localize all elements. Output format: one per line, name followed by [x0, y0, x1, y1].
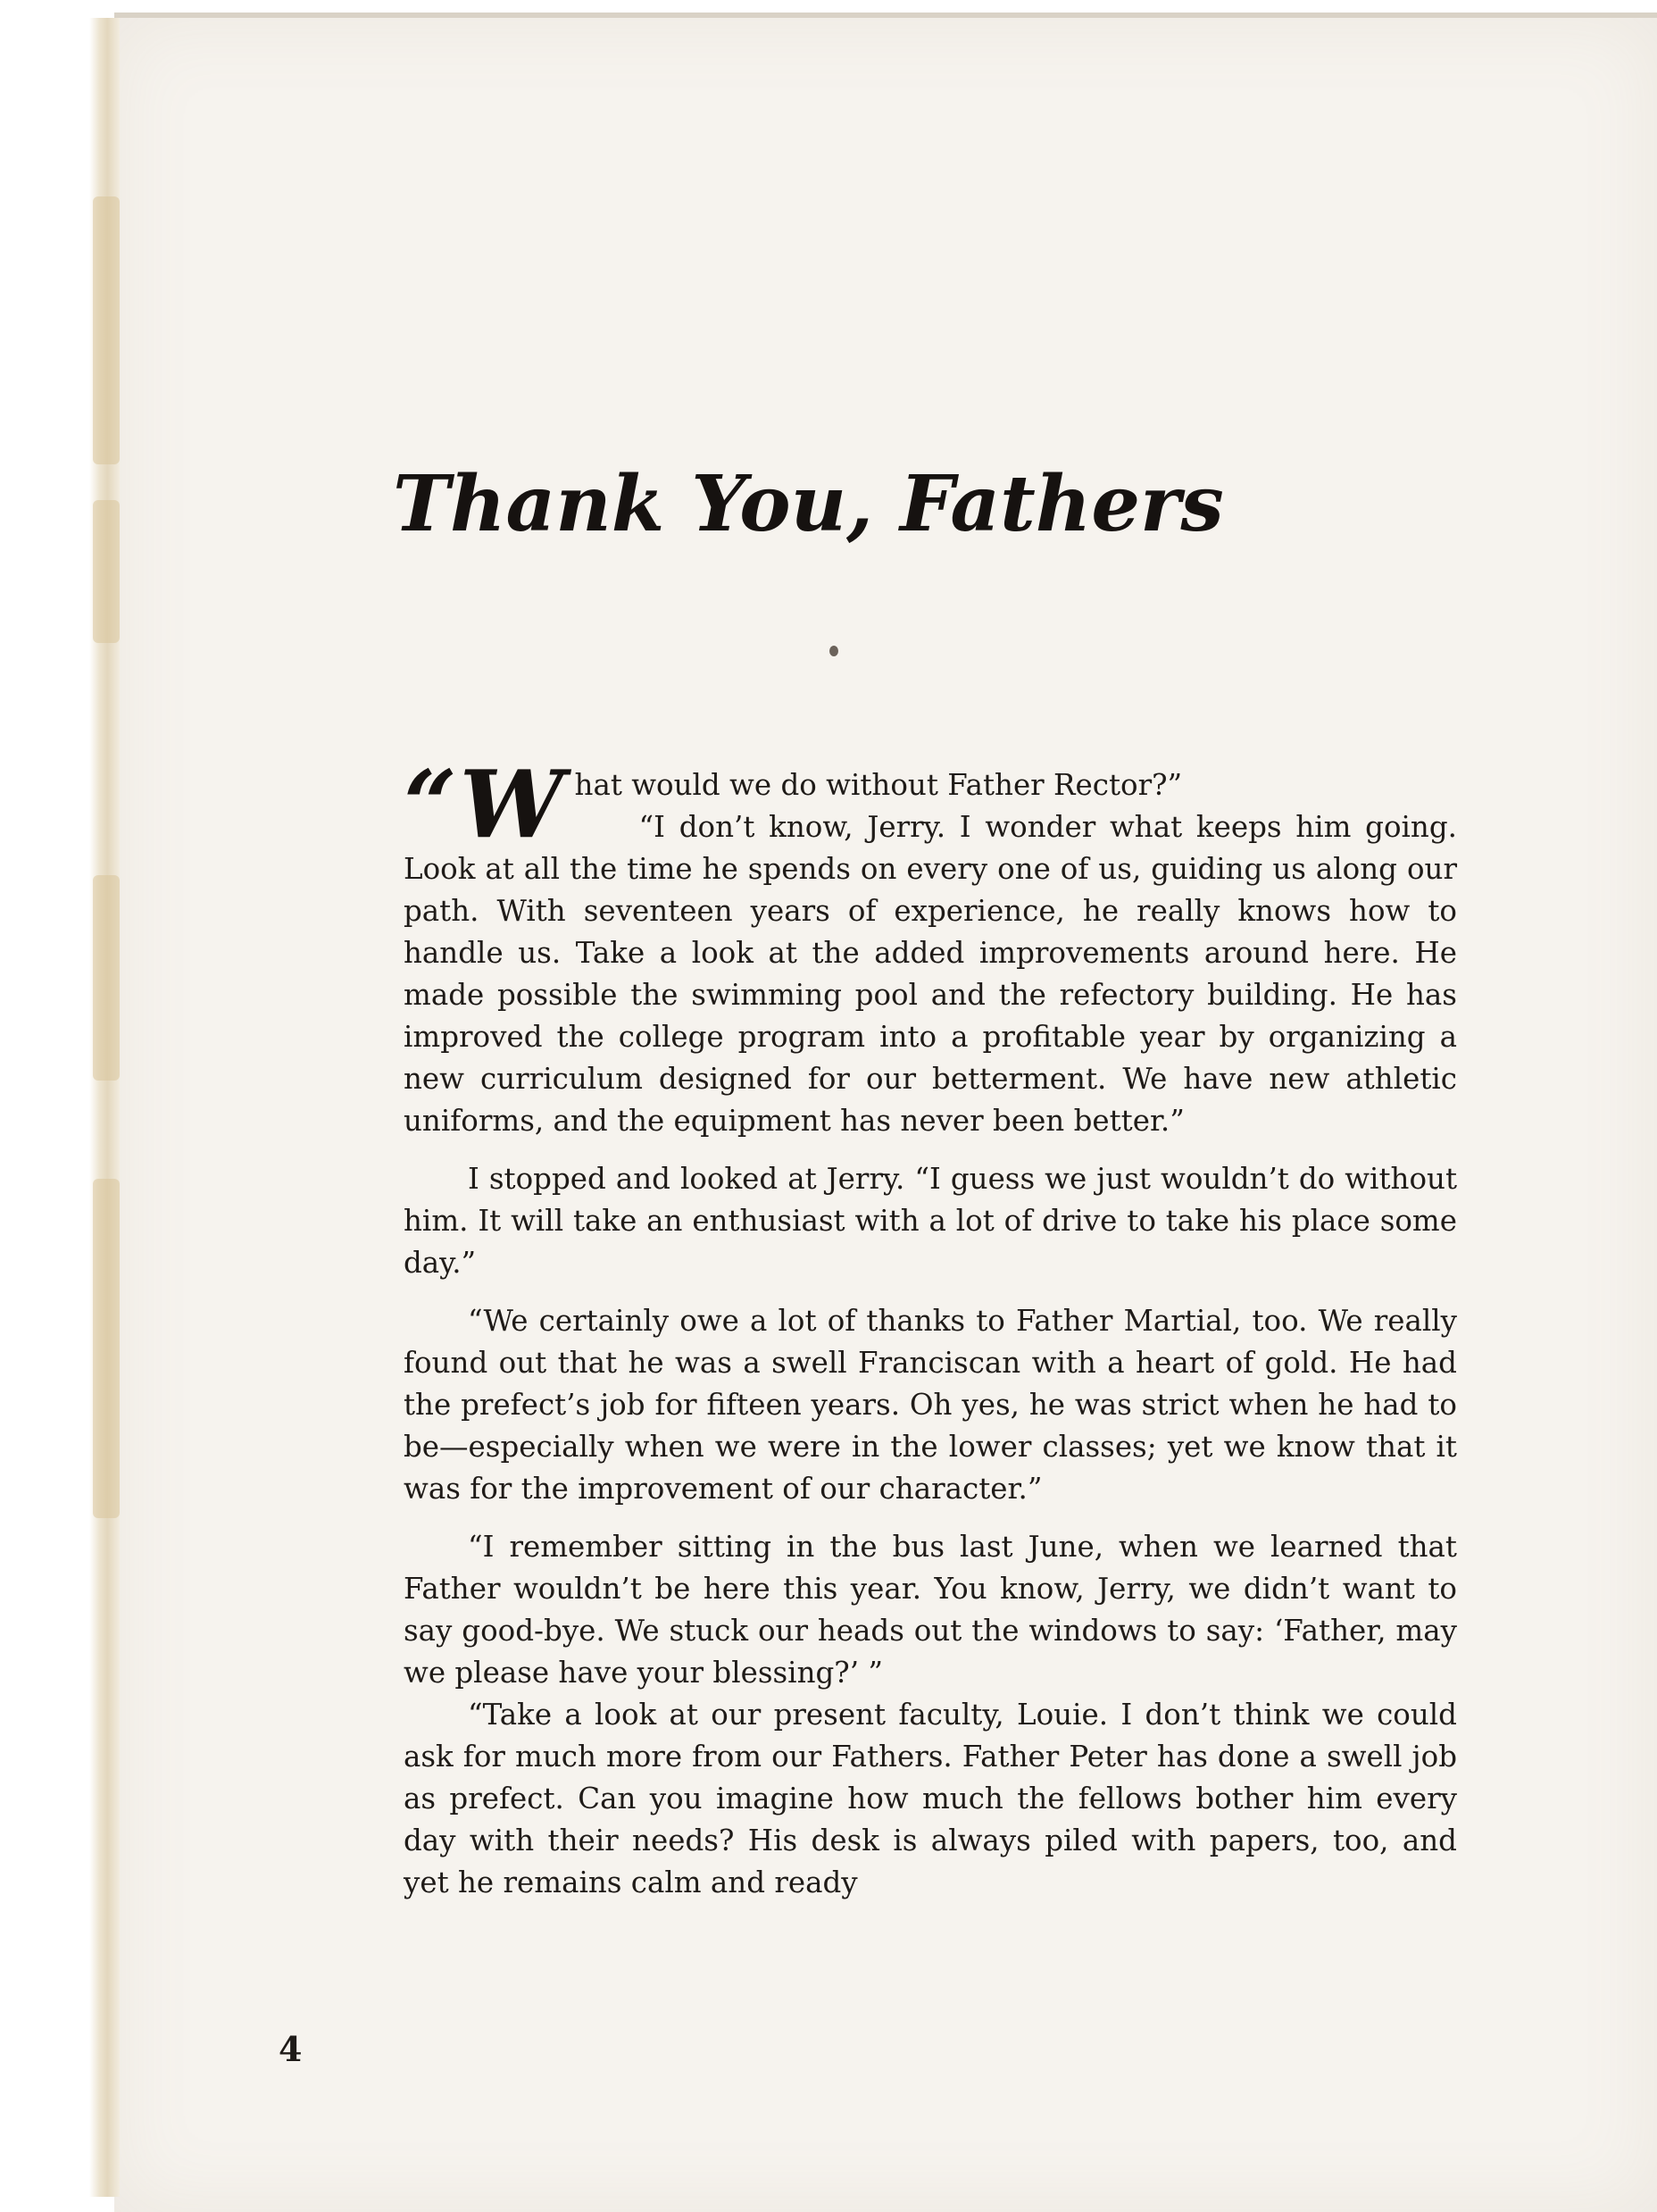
opening-line: hat would we do without Father Rector?” — [574, 768, 1183, 802]
top-edge-shadow — [114, 13, 1657, 18]
paragraph: “I remember sitting in the bus last June, when we learned that Father wouldn’t be here this year. You know, Jerry, we didn’t want to say good-bye. We stuck our heads out the windows to say: ‘Father, may we please have your blessing?’ ” — [404, 1530, 1457, 1690]
edge-stain — [93, 196, 120, 464]
paragraph: “I don’t know, Jerry. I wonder what keeps him going. Look at all the time he spends on every one of us, guiding us along our path. With seventeen years of experience, he really knows how to handle us. Take a look at the added improvements around here. He made possible the swimming pool and the refectory building. He has improved the college program into a profitable year by organizing a new curriculum designed for our betterment. We have new athletic uniforms, and the equipment has never been better.” — [404, 810, 1457, 1138]
edge-stain — [93, 500, 120, 643]
opening-paragraph — [404, 749, 1457, 859]
paragraph: I stopped and looked at Jerry. “I guess we just wouldn’t do without him. It will take an enthusiast with a lot of drive to take his place some day.” — [404, 1162, 1457, 1280]
paragraph: “Take a look at our present faculty, Louie. I don’t think we could ask for much more from our Fathers. Father Peter has done a swell job as prefect. Can you imagine how much the fellows bother him every day with their needs? His desk is always piled with papers, too, and yet he remains calm and ready — [404, 1698, 1457, 1899]
page-title: Thank You, Fathers — [393, 459, 1224, 549]
article-body — [404, 749, 1457, 1904]
paragraph: “We certainly owe a lot of thanks to Father Martial, too. We really found out that he was a swell Franciscan with a heart of gold. He had the prefect’s job for fifteen years. Oh yes, he was strict when he had to be—especially when we were in the lower classes; yet we know that it was for the improvement of our character.” — [404, 1304, 1457, 1506]
drop-cap: “W — [404, 749, 564, 859]
edge-stain — [93, 875, 120, 1081]
edge-stain — [93, 1179, 120, 1518]
page-number: 4 — [279, 2029, 303, 2069]
ornament-dot — [829, 646, 838, 656]
